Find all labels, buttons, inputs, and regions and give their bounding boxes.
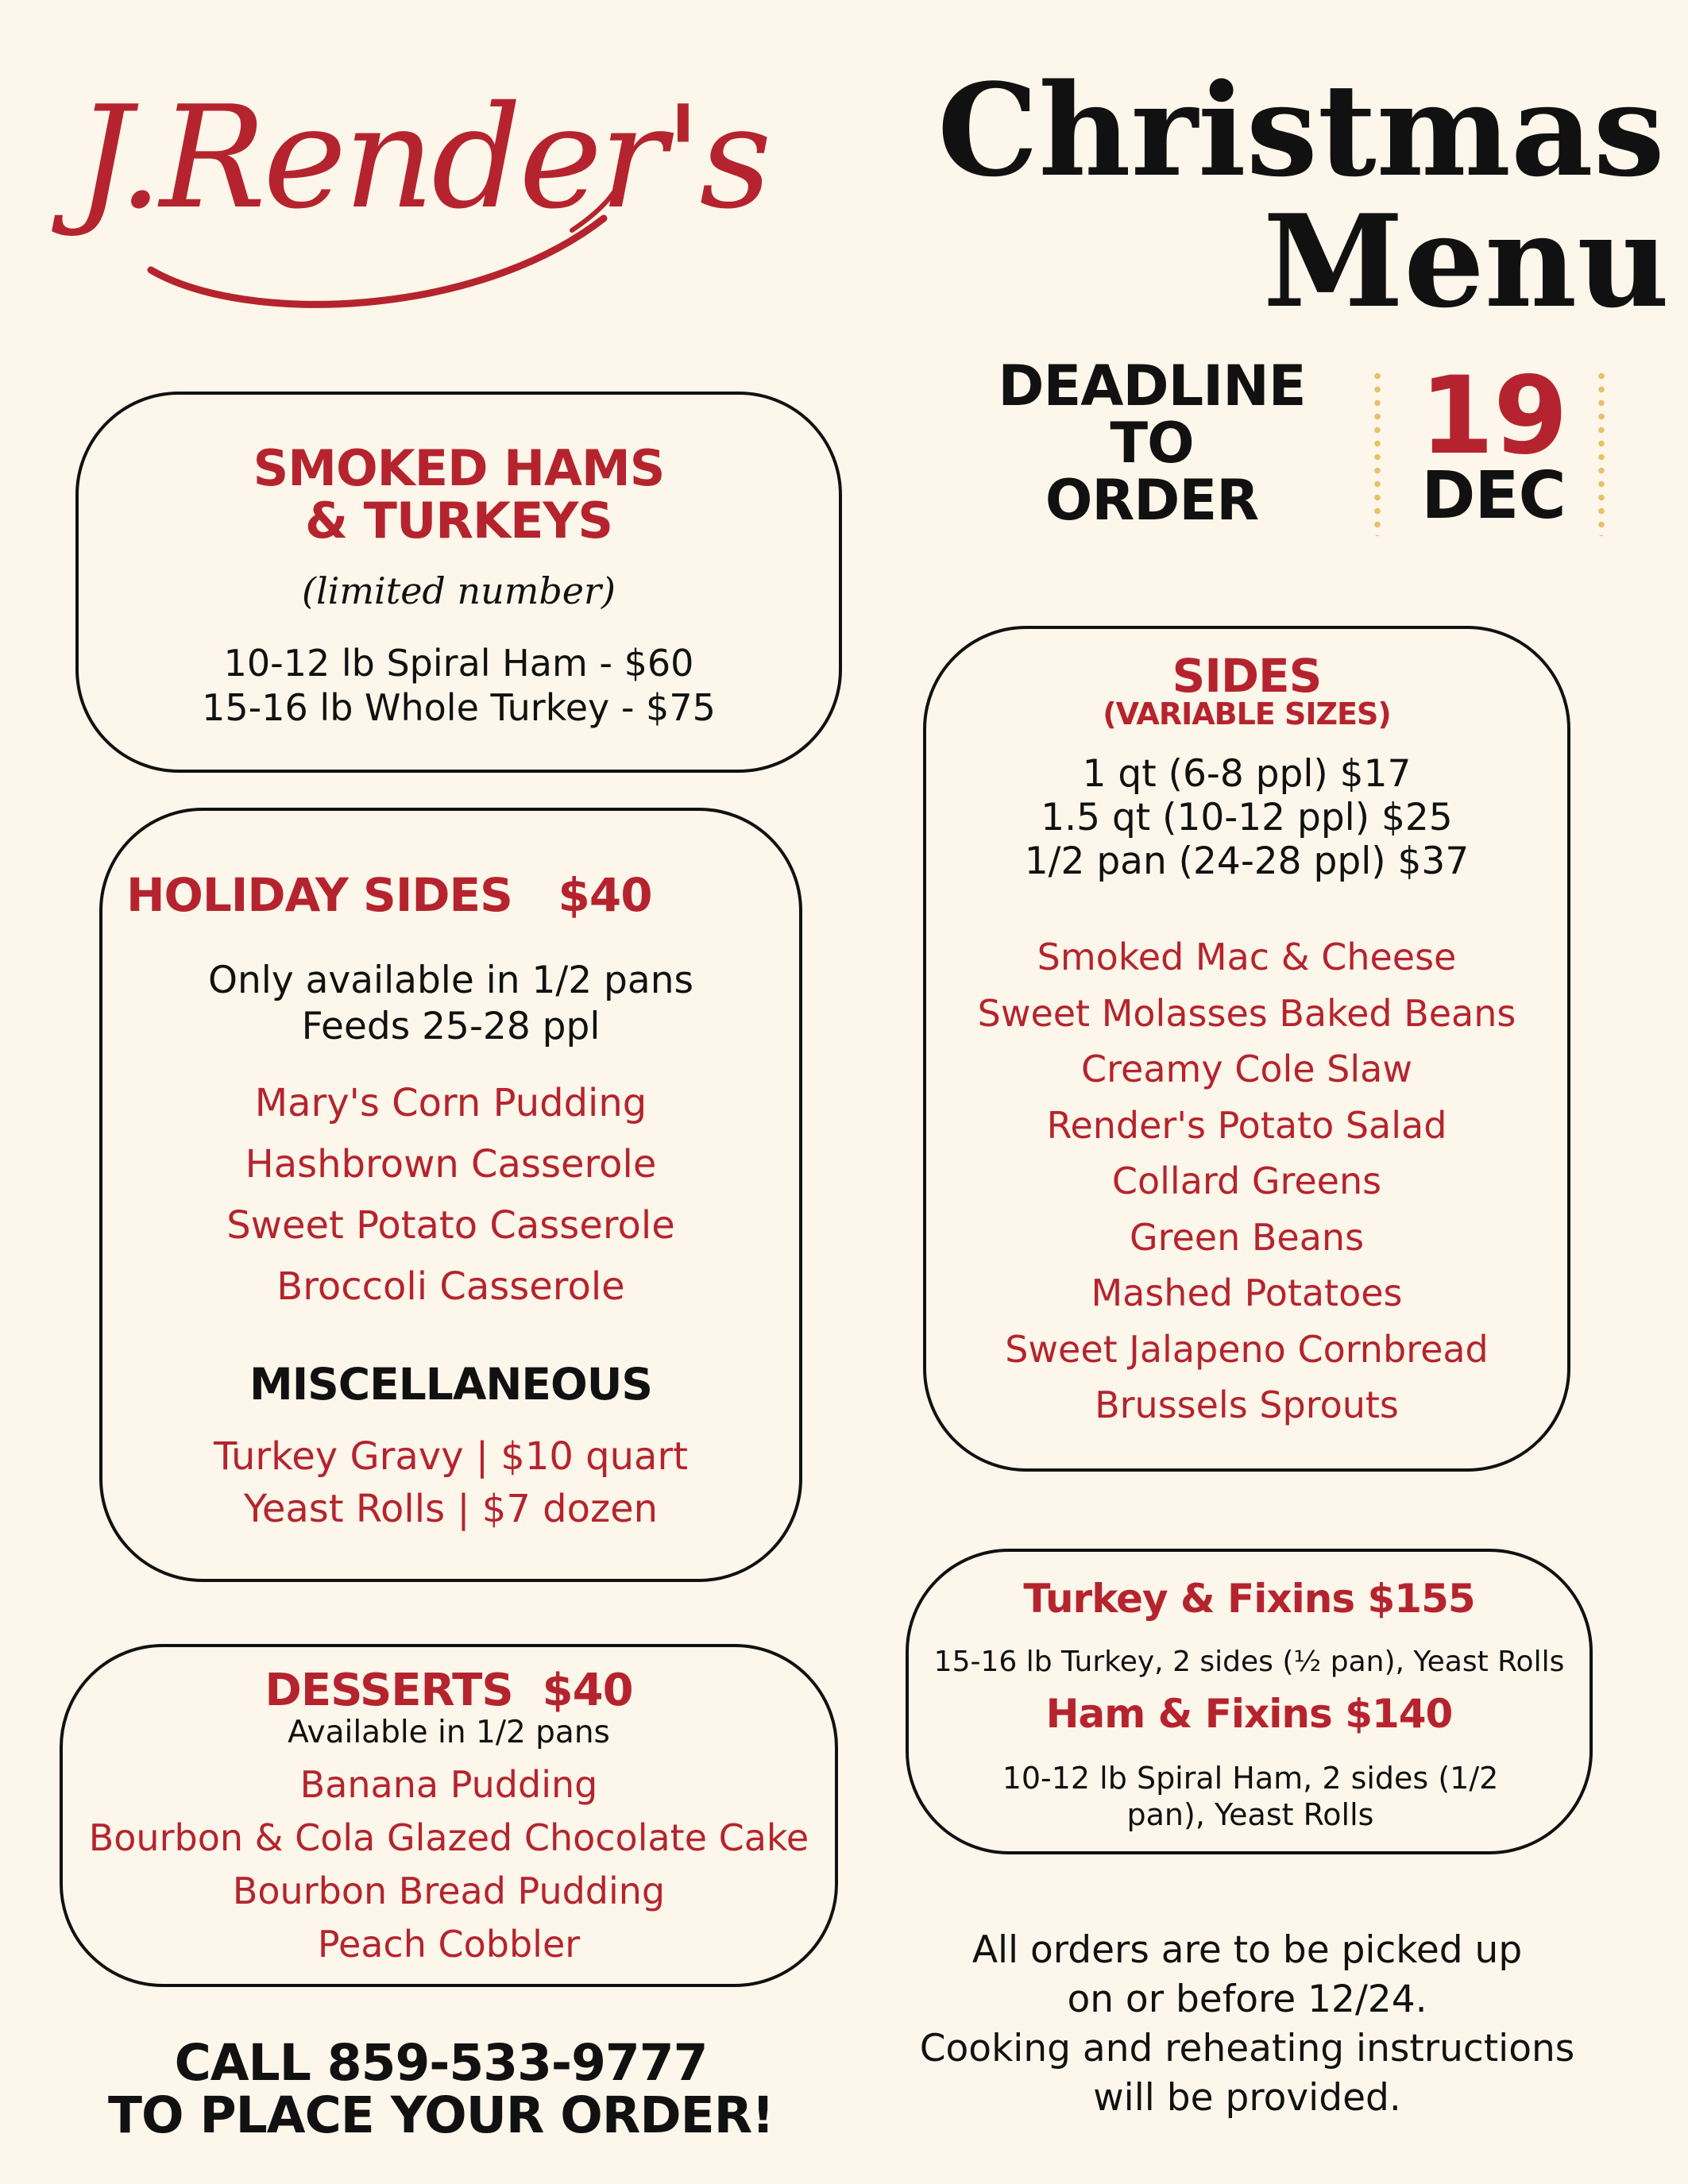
list-item: Peach Cobbler — [317, 1923, 581, 1966]
list-item: 10-12 lb Spiral Ham - $60 — [223, 642, 694, 685]
list-item: Mary's Corn Pudding — [254, 1081, 647, 1125]
ham-fixins-desc: 10-12 lb Spiral Ham, 2 sides (1/2 pan), Yeast Rolls — [1002, 1761, 1499, 1832]
list-item: Yeast Rolls | $7 dozen — [243, 1487, 659, 1531]
list-item: Sweet Potato Casserole — [226, 1203, 675, 1248]
deadline-day: 19 — [1420, 353, 1567, 478]
price-line: 1/2 pan (24-28 ppl) $37 — [1024, 839, 1470, 883]
list-item: Smoked Mac & Cheese — [1037, 936, 1457, 978]
subtitle-line: Only available in 1/2 pans — [208, 959, 693, 1002]
call-line: TO PLACE YOUR ORDER! — [108, 2086, 774, 2144]
holiday-sides-subtitle — [102, 958, 799, 1050]
list-item: Turkey Gravy | $10 quart — [213, 1434, 689, 1479]
list-item: Creamy Cole Slaw — [1081, 1048, 1412, 1090]
desserts-list — [63, 1758, 835, 1971]
hams-title-line: SMOKED HAMS — [253, 439, 665, 497]
note-line: will be provided. — [1093, 2076, 1401, 2120]
turkey-fixins-title: Turkey & Fixins $155 — [1023, 1576, 1475, 1622]
hams-items — [79, 641, 839, 730]
deadline-line: TO — [1110, 411, 1194, 476]
list-item: Sweet Jalapeno Cornbread — [1005, 1327, 1489, 1371]
note-line: on or before 12/24. — [1067, 1978, 1427, 2021]
turkey-fixins-desc: 15-16 lb Turkey, 2 sides (½ pan), Yeast Rolls — [933, 1646, 1565, 1678]
dotted-divider-left — [1374, 369, 1381, 536]
holiday-sides-box — [99, 808, 802, 1582]
list-item: Render's Potato Salad — [1046, 1103, 1447, 1147]
list-item: Sweet Molasses Baked Beans — [977, 991, 1516, 1035]
call-to-order — [32, 2034, 850, 2144]
list-item: Hashbrown Casserole — [245, 1142, 657, 1187]
fixins-box — [906, 1549, 1593, 1854]
dotted-divider-right — [1598, 369, 1605, 536]
logo-text: J.Render's — [75, 75, 769, 240]
price-line: 1.5 qt (10-12 ppl) $25 — [1041, 796, 1453, 839]
desserts-subtitle: Available in 1/2 pans — [288, 1715, 610, 1750]
list-item: Mashed Potatoes — [1091, 1271, 1403, 1314]
misc-list — [102, 1430, 799, 1535]
title-line-1: Christmas — [937, 56, 1665, 205]
deadline-month: DEC — [1421, 458, 1566, 534]
holiday-sides-title: HOLIDAY SIDES $40 — [126, 868, 652, 922]
sides-box — [923, 626, 1570, 1472]
desserts-box — [60, 1644, 838, 1987]
ham-fixins-title: Ham & Fixins $140 — [1045, 1691, 1453, 1737]
desserts-title: DESSERTS $40 — [265, 1665, 633, 1716]
pickup-note — [890, 1926, 1605, 2123]
hams-title-line: & TURKEYS — [305, 492, 612, 550]
list-item: Bourbon & Cola Glazed Chocolate Cake — [88, 1816, 809, 1859]
misc-title: MISCELLANEOUS — [249, 1359, 653, 1410]
call-line: CALL 859-533-9777 — [174, 2034, 708, 2092]
list-item: Brussels Sprouts — [1095, 1383, 1399, 1426]
note-line: Cooking and reheating instructions — [919, 2027, 1575, 2070]
deadline-label — [953, 353, 1350, 533]
deadline-line: ORDER — [1045, 468, 1259, 533]
list-item: 15-16 lb Whole Turkey - $75 — [202, 686, 716, 729]
list-item: Bourbon Bread Pudding — [232, 1870, 666, 1912]
sides-list — [926, 929, 1567, 1433]
subtitle-line: Feeds 25-28 ppl — [301, 1005, 601, 1048]
hams-note: (limited number) — [302, 569, 616, 612]
note-line: All orders are to be picked up — [971, 1928, 1523, 1972]
title-line-2: Menu — [1263, 187, 1670, 336]
holiday-sides-list — [102, 1073, 799, 1318]
hams-title — [79, 439, 839, 550]
sides-prices — [926, 752, 1567, 883]
list-item: Banana Pudding — [299, 1763, 598, 1806]
sides-subtitle: (VARIABLE SIZES) — [1103, 696, 1391, 731]
list-item: Broccoli Casserole — [276, 1264, 625, 1309]
deadline-line: DEADLINE — [998, 353, 1306, 419]
sides-title: SIDES — [1172, 649, 1322, 703]
hams-turkeys-box — [75, 392, 842, 773]
price-line: 1 qt (6-8 ppl) $17 — [1082, 752, 1412, 796]
list-item: Green Beans — [1129, 1215, 1365, 1259]
deadline-date — [1374, 353, 1613, 540]
list-item: Collard Greens — [1111, 1160, 1382, 1202]
